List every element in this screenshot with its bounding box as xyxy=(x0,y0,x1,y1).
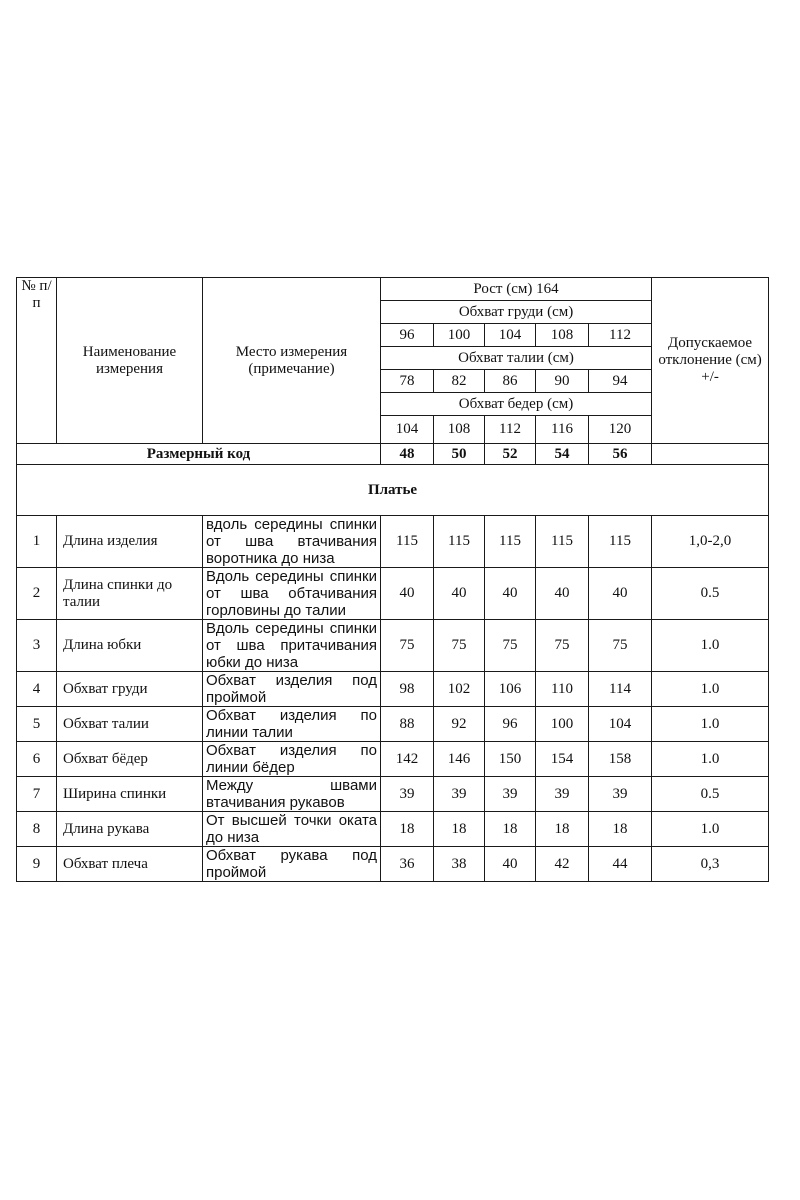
table-row xyxy=(17,672,769,707)
row-value: 40 xyxy=(536,568,589,620)
row-value: 40 xyxy=(381,568,434,620)
row-value: 115 xyxy=(485,516,536,568)
row-number: 1 xyxy=(17,516,57,568)
row-tolerance: 1,0-2,0 xyxy=(652,516,769,568)
row-tolerance: 1.0 xyxy=(652,620,769,672)
row-value: 88 xyxy=(381,707,434,742)
size-code-label: Размерный код xyxy=(17,444,381,465)
row-number: 6 xyxy=(17,742,57,777)
row-tolerance: 1.0 xyxy=(652,812,769,847)
row-measurement-name: Обхват бёдер xyxy=(57,742,203,777)
row-number: 5 xyxy=(17,707,57,742)
table-row xyxy=(17,847,769,882)
row-measurement-name: Длина изделия xyxy=(57,516,203,568)
row-measurement-place: Между швами втачивания рукавов xyxy=(203,777,381,812)
header-waist-value: 82 xyxy=(434,370,485,393)
size-code-row xyxy=(17,444,769,465)
row-measurement-place: вдоль середины спинки от шва втачивания воротника до низа xyxy=(203,516,381,568)
row-value: 102 xyxy=(434,672,485,707)
row-tolerance: 1.0 xyxy=(652,707,769,742)
row-value: 42 xyxy=(536,847,589,882)
header-hips-value: 108 xyxy=(434,416,485,444)
row-value: 110 xyxy=(536,672,589,707)
size-code-value: 52 xyxy=(485,444,536,465)
row-value: 40 xyxy=(589,568,652,620)
row-tolerance: 0.5 xyxy=(652,568,769,620)
header-number: № п/п xyxy=(17,278,57,444)
row-value: 75 xyxy=(485,620,536,672)
row-value: 115 xyxy=(434,516,485,568)
row-value: 115 xyxy=(589,516,652,568)
header-bust-value: 96 xyxy=(381,324,434,347)
header-height: Рост (см) 164 xyxy=(381,278,652,301)
header-hips-label: Обхват бедер (см) xyxy=(381,393,652,416)
row-measurement-name: Обхват талии xyxy=(57,707,203,742)
row-measurement-name: Длина спинки до талии xyxy=(57,568,203,620)
row-tolerance: 0,3 xyxy=(652,847,769,882)
row-value: 96 xyxy=(485,707,536,742)
size-code-value: 48 xyxy=(381,444,434,465)
row-value: 75 xyxy=(434,620,485,672)
row-value: 18 xyxy=(485,812,536,847)
row-tolerance: 0.5 xyxy=(652,777,769,812)
row-number: 3 xyxy=(17,620,57,672)
row-value: 39 xyxy=(589,777,652,812)
row-measurement-name: Обхват плеча xyxy=(57,847,203,882)
row-value: 36 xyxy=(381,847,434,882)
row-value: 39 xyxy=(434,777,485,812)
row-value: 40 xyxy=(434,568,485,620)
header-hips-value: 112 xyxy=(485,416,536,444)
row-value: 39 xyxy=(536,777,589,812)
row-value: 18 xyxy=(536,812,589,847)
row-value: 40 xyxy=(485,568,536,620)
header-waist-label: Обхват талии (см) xyxy=(381,347,652,370)
row-value: 75 xyxy=(536,620,589,672)
row-value: 114 xyxy=(589,672,652,707)
row-value: 38 xyxy=(434,847,485,882)
measurement-rows xyxy=(17,516,769,882)
row-value: 75 xyxy=(381,620,434,672)
row-number: 9 xyxy=(17,847,57,882)
row-measurement-place: Обхват рукава под проймой xyxy=(203,847,381,882)
table-row xyxy=(17,742,769,777)
row-measurement-place: Обхват изделия под проймой xyxy=(203,672,381,707)
row-measurement-name: Длина юбки xyxy=(57,620,203,672)
row-value: 39 xyxy=(485,777,536,812)
row-tolerance: 1.0 xyxy=(652,742,769,777)
row-value: 100 xyxy=(536,707,589,742)
header-waist-value: 86 xyxy=(485,370,536,393)
row-value: 104 xyxy=(589,707,652,742)
header-tolerance: Допускаемое отклонение (см) +/- xyxy=(652,278,769,444)
table-row xyxy=(17,812,769,847)
header-bust-value: 104 xyxy=(485,324,536,347)
header-hips-value: 104 xyxy=(381,416,434,444)
size-code-value: 54 xyxy=(536,444,589,465)
row-value: 40 xyxy=(485,847,536,882)
row-measurement-name: Обхват груди xyxy=(57,672,203,707)
row-value: 115 xyxy=(536,516,589,568)
row-value: 98 xyxy=(381,672,434,707)
section-title: Платье xyxy=(17,465,769,516)
header-bust-label: Обхват груди (см) xyxy=(381,301,652,324)
table-row xyxy=(17,707,769,742)
table-row xyxy=(17,568,769,620)
row-tolerance: 1.0 xyxy=(652,672,769,707)
row-measurement-name: Ширина спинки xyxy=(57,777,203,812)
header-bust-value: 112 xyxy=(589,324,652,347)
header-measurement-name: Наименование измерения xyxy=(57,278,203,444)
size-code-empty xyxy=(652,444,769,465)
row-measurement-place: Обхват изделия по линии талии xyxy=(203,707,381,742)
row-value: 106 xyxy=(485,672,536,707)
row-number: 4 xyxy=(17,672,57,707)
table-row xyxy=(17,620,769,672)
table-row xyxy=(17,777,769,812)
row-value: 150 xyxy=(485,742,536,777)
table-row xyxy=(17,516,769,568)
row-value: 18 xyxy=(589,812,652,847)
row-value: 154 xyxy=(536,742,589,777)
size-code-value: 50 xyxy=(434,444,485,465)
header-waist-value: 94 xyxy=(589,370,652,393)
header-hips-value: 116 xyxy=(536,416,589,444)
row-value: 44 xyxy=(589,847,652,882)
header-measurement-place: Место измерения (примечание) xyxy=(203,278,381,444)
row-value: 75 xyxy=(589,620,652,672)
row-measurement-place: Обхват изделия по линии бёдер xyxy=(203,742,381,777)
header-bust-value: 108 xyxy=(536,324,589,347)
size-code-value: 56 xyxy=(589,444,652,465)
row-measurement-place: Вдоль середины спинки от шва притачивания юбки до низа xyxy=(203,620,381,672)
row-value: 142 xyxy=(381,742,434,777)
row-value: 115 xyxy=(381,516,434,568)
row-value: 18 xyxy=(434,812,485,847)
header-waist-value: 78 xyxy=(381,370,434,393)
row-value: 18 xyxy=(381,812,434,847)
row-value: 39 xyxy=(381,777,434,812)
header-bust-value: 100 xyxy=(434,324,485,347)
row-measurement-place: Вдоль середины спинки от шва обтачивания горловины до талии xyxy=(203,568,381,620)
row-value: 92 xyxy=(434,707,485,742)
header-waist-value: 90 xyxy=(536,370,589,393)
row-value: 146 xyxy=(434,742,485,777)
header-hips-value: 120 xyxy=(589,416,652,444)
row-number: 2 xyxy=(17,568,57,620)
row-number: 7 xyxy=(17,777,57,812)
row-number: 8 xyxy=(17,812,57,847)
size-chart-table xyxy=(16,277,769,882)
row-measurement-place: От высшей точки оката до низа xyxy=(203,812,381,847)
row-measurement-name: Длина рукава xyxy=(57,812,203,847)
row-value: 158 xyxy=(589,742,652,777)
